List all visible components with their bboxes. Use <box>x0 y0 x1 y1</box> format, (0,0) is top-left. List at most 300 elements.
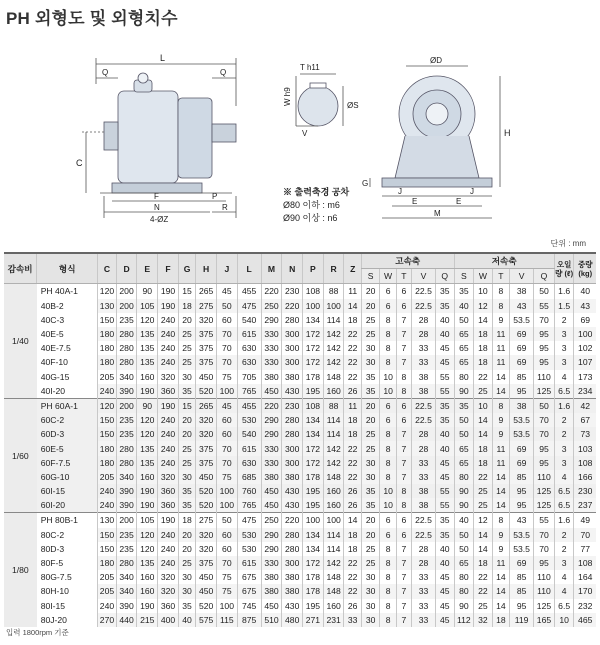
value-cell: 50 <box>454 427 474 441</box>
value-cell: 35 <box>435 528 454 542</box>
value-cell: 30 <box>361 355 380 369</box>
value-cell: 75 <box>216 470 237 484</box>
value-cell: 22.5 <box>412 528 436 542</box>
ratio-cell: 1/60 <box>4 398 37 513</box>
value-cell: 33 <box>412 613 436 627</box>
value-cell: 22 <box>344 341 361 355</box>
value-cell: 450 <box>261 498 282 513</box>
value-cell: 25 <box>474 599 493 613</box>
value-cell: 360 <box>158 484 179 498</box>
value-cell: 8 <box>492 398 509 413</box>
value-cell: 450 <box>196 584 217 598</box>
value-cell: 290 <box>261 427 282 441</box>
value-cell: 90 <box>454 384 474 399</box>
value-cell: 7 <box>396 313 411 327</box>
value-cell: 30 <box>361 584 380 598</box>
value-cell: 53.5 <box>510 313 534 327</box>
value-cell: 390 <box>116 498 137 513</box>
value-cell: 60 <box>216 427 237 441</box>
value-cell: 7 <box>396 355 411 369</box>
value-cell: 40 <box>454 299 474 313</box>
value-cell: 15 <box>178 398 195 413</box>
value-cell: 240 <box>98 484 117 498</box>
label-M: M <box>434 209 441 218</box>
value-cell: 26 <box>344 384 361 399</box>
value-cell: 450 <box>261 384 282 399</box>
value-cell: 280 <box>116 556 137 570</box>
value-cell: 6 <box>380 513 396 528</box>
value-cell: 70 <box>216 355 237 369</box>
model-cell: 80H-10 <box>40 586 69 597</box>
value-cell: 45 <box>435 341 454 355</box>
value-cell: 120 <box>137 528 158 542</box>
value-cell: 320 <box>158 584 179 598</box>
value-cell: 95 <box>534 441 555 455</box>
value-cell: 14 <box>492 584 509 598</box>
value-cell: 11 <box>492 556 509 570</box>
value-cell: 8 <box>380 556 396 570</box>
value-cell: 360 <box>158 384 179 399</box>
table-row <box>4 299 596 313</box>
table-row <box>4 556 596 570</box>
value-cell: 45 <box>435 570 454 584</box>
value-cell: 55 <box>435 370 454 384</box>
value-cell: 290 <box>261 528 282 542</box>
value-cell: 9 <box>492 528 509 542</box>
value-cell: 18 <box>474 556 493 570</box>
value-cell: 110 <box>534 570 555 584</box>
value-cell: 430 <box>282 498 303 513</box>
value-cell: 22 <box>344 355 361 369</box>
value-cell: 271 <box>303 613 324 627</box>
value-cell: 235 <box>116 528 137 542</box>
table-row <box>4 528 596 542</box>
value-cell: 28 <box>412 556 436 570</box>
value-cell: 390 <box>116 599 137 613</box>
value-cell: 380 <box>261 584 282 598</box>
value-cell: 53.5 <box>510 413 534 427</box>
value-cell: 9 <box>492 313 509 327</box>
value-cell: 28 <box>412 441 436 455</box>
header-shaft-col: V <box>412 269 436 284</box>
value-cell: 30 <box>361 470 380 484</box>
value-cell: 14 <box>474 542 493 556</box>
value-cell: 455 <box>237 398 261 413</box>
value-cell: 85 <box>510 570 534 584</box>
model-cell: 80I-15 <box>40 600 66 611</box>
value-cell: 55 <box>534 513 555 528</box>
value-cell: 33 <box>344 613 361 627</box>
label-E-right: E <box>456 197 462 206</box>
value-cell: 280 <box>116 341 137 355</box>
value-cell: 22 <box>344 570 361 584</box>
value-cell: 520 <box>196 599 217 613</box>
header-col: D <box>116 253 137 284</box>
value-cell: 130 <box>98 299 117 313</box>
value-cell: 220 <box>261 398 282 413</box>
value-cell: 12 <box>474 513 493 528</box>
value-cell: 8 <box>396 498 411 513</box>
value-cell: 69 <box>510 327 534 341</box>
value-cell: 170 <box>574 584 596 598</box>
value-cell: 22.5 <box>412 513 436 528</box>
value-cell: 55 <box>534 299 555 313</box>
front-view-drawing <box>370 66 500 218</box>
value-cell: 200 <box>116 299 137 313</box>
label-Q-right: Q <box>220 68 227 77</box>
header-model: 형식 <box>37 253 98 284</box>
value-cell: 765 <box>237 384 261 399</box>
value-cell: 22 <box>474 570 493 584</box>
value-cell: 134 <box>303 427 324 441</box>
value-cell: 4 <box>554 370 574 384</box>
value-cell: 105 <box>137 513 158 528</box>
value-cell: 190 <box>158 513 179 528</box>
value-cell: 65 <box>454 456 474 470</box>
value-cell: 8 <box>380 599 396 613</box>
model-cell: 60D-3 <box>37 427 98 441</box>
model-cell: 40C-3 <box>40 314 65 325</box>
value-cell: 172 <box>303 556 324 570</box>
value-cell: 7 <box>396 542 411 556</box>
value-cell: 40 <box>435 313 454 327</box>
header-col: L <box>237 253 261 284</box>
value-cell: 630 <box>237 456 261 470</box>
tolerance-line: Ø90 이상 : n6 <box>283 213 338 223</box>
value-cell: 22 <box>474 584 493 598</box>
model-cell: 40E-7.5 <box>40 343 71 354</box>
value-cell: 108 <box>574 556 596 570</box>
value-cell: 150 <box>98 542 117 556</box>
value-cell: 33 <box>412 599 436 613</box>
value-cell: 190 <box>137 599 158 613</box>
value-cell: 8 <box>380 613 396 627</box>
value-cell: 675 <box>237 584 261 598</box>
value-cell: 300 <box>282 341 303 355</box>
header-high-speed: 고속축 <box>361 253 454 269</box>
table-row <box>4 570 596 584</box>
value-cell: 45 <box>435 599 454 613</box>
value-cell: 200 <box>116 398 137 413</box>
value-cell: 240 <box>158 556 179 570</box>
value-cell: 10 <box>474 398 493 413</box>
value-cell: 60 <box>216 413 237 427</box>
value-cell: 760 <box>237 484 261 498</box>
table-row <box>4 613 596 627</box>
value-cell: 195 <box>303 498 324 513</box>
value-cell: 35 <box>435 284 454 299</box>
value-cell: 320 <box>158 370 179 384</box>
value-cell: 148 <box>323 570 344 584</box>
value-cell: 9 <box>492 413 509 427</box>
value-cell: 390 <box>116 484 137 498</box>
value-cell: 142 <box>323 341 344 355</box>
value-cell: 300 <box>282 556 303 570</box>
header-weight: 중량 (kg) <box>574 253 596 284</box>
value-cell: 35 <box>361 498 380 513</box>
value-cell: 148 <box>323 584 344 598</box>
value-cell: 178 <box>303 370 324 384</box>
value-cell: 6 <box>380 284 396 299</box>
value-cell: 180 <box>98 456 117 470</box>
value-cell: 450 <box>261 599 282 613</box>
value-cell: 18 <box>474 341 493 355</box>
value-cell: 7 <box>396 341 411 355</box>
value-cell: 20 <box>361 398 380 413</box>
value-cell: 2 <box>554 427 574 441</box>
value-cell: 142 <box>323 355 344 369</box>
value-cell: 18 <box>344 528 361 542</box>
value-cell: 240 <box>98 384 117 399</box>
value-cell: 380 <box>282 370 303 384</box>
value-cell: 320 <box>196 413 217 427</box>
page-title: PH 외형도 및 외형치수 <box>6 9 178 28</box>
value-cell: 330 <box>261 327 282 341</box>
value-cell: 22.5 <box>412 398 436 413</box>
value-cell: 80 <box>454 470 474 484</box>
label-Q-left: Q <box>102 68 109 77</box>
value-cell: 65 <box>454 441 474 455</box>
value-cell: 6.5 <box>554 599 574 613</box>
header-col: E <box>137 253 158 284</box>
value-cell: 4 <box>554 470 574 484</box>
value-cell: 95 <box>534 355 555 369</box>
value-cell: 11 <box>492 355 509 369</box>
value-cell: 14 <box>474 528 493 542</box>
value-cell: 575 <box>196 613 217 627</box>
model-cell: PH 60A-1 <box>37 398 98 413</box>
value-cell: 22 <box>344 456 361 470</box>
value-cell: 8 <box>380 542 396 556</box>
label-H: H <box>504 128 511 138</box>
value-cell: 160 <box>323 599 344 613</box>
value-cell: 85 <box>510 584 534 598</box>
value-cell: 134 <box>303 528 324 542</box>
value-cell: 30 <box>178 470 195 484</box>
value-cell: 240 <box>158 542 179 556</box>
value-cell: 120 <box>98 284 117 299</box>
value-cell: 100 <box>574 327 596 341</box>
value-cell: 12 <box>474 299 493 313</box>
value-cell: 55 <box>435 498 454 513</box>
value-cell: 60 <box>216 313 237 327</box>
value-cell: 65 <box>454 341 474 355</box>
value-cell: 18 <box>474 327 493 341</box>
value-cell: 450 <box>196 370 217 384</box>
value-cell: 280 <box>282 528 303 542</box>
value-cell: 35 <box>178 384 195 399</box>
value-cell: 195 <box>303 484 324 498</box>
table-row <box>4 470 596 484</box>
value-cell: 530 <box>237 542 261 556</box>
value-cell: 108 <box>574 456 596 470</box>
value-cell: 200 <box>116 513 137 528</box>
value-cell: 235 <box>116 427 137 441</box>
value-cell: 20 <box>178 313 195 327</box>
value-cell: 164 <box>574 570 596 584</box>
value-cell: 33 <box>412 470 436 484</box>
header-col: H <box>196 253 217 284</box>
value-cell: 11 <box>492 441 509 455</box>
value-cell: 120 <box>98 398 117 413</box>
value-cell: 200 <box>116 284 137 299</box>
value-cell: 70 <box>216 456 237 470</box>
value-cell: 280 <box>116 355 137 369</box>
value-cell: 125 <box>534 384 555 399</box>
value-cell: 1.6 <box>554 284 574 299</box>
value-cell: 190 <box>137 384 158 399</box>
value-cell: 20 <box>361 413 380 427</box>
value-cell: 7 <box>396 327 411 341</box>
label-Z: 4-ØZ <box>150 215 169 224</box>
value-cell: 765 <box>237 498 261 513</box>
value-cell: 14 <box>492 570 509 584</box>
header-col: M <box>261 253 282 284</box>
value-cell: 280 <box>116 456 137 470</box>
value-cell: 475 <box>237 513 261 528</box>
model-cell: 40B-2 <box>40 300 64 311</box>
value-cell: 4 <box>554 584 574 598</box>
value-cell: 172 <box>303 456 324 470</box>
table-row <box>4 513 596 528</box>
label-V: V <box>302 129 308 138</box>
value-cell: 38 <box>412 370 436 384</box>
value-cell: 3 <box>554 327 574 341</box>
value-cell: 125 <box>534 498 555 513</box>
value-cell: 65 <box>454 327 474 341</box>
value-cell: 8 <box>396 370 411 384</box>
value-cell: 9 <box>492 427 509 441</box>
value-cell: 110 <box>534 584 555 598</box>
value-cell: 280 <box>282 542 303 556</box>
table-row <box>4 370 596 384</box>
value-cell: 172 <box>303 327 324 341</box>
value-cell: 195 <box>303 384 324 399</box>
value-cell: 8 <box>380 470 396 484</box>
value-cell: 45 <box>435 355 454 369</box>
value-cell: 35 <box>454 398 474 413</box>
value-cell: 70 <box>216 327 237 341</box>
value-cell: 22 <box>344 470 361 484</box>
value-cell: 8 <box>492 299 509 313</box>
value-cell: 100 <box>216 484 237 498</box>
header-col: C <box>98 253 117 284</box>
value-cell: 7 <box>396 599 411 613</box>
value-cell: 275 <box>196 299 217 313</box>
table-row <box>4 384 596 399</box>
value-cell: 205 <box>98 370 117 384</box>
value-cell: 50 <box>454 313 474 327</box>
value-cell: 135 <box>137 456 158 470</box>
value-cell: 400 <box>158 613 179 627</box>
value-cell: 6 <box>396 528 411 542</box>
value-cell: 7 <box>396 613 411 627</box>
value-cell: 65 <box>454 355 474 369</box>
tolerance-heading: ※ 출력축경 공차 <box>283 187 350 197</box>
value-cell: 142 <box>323 441 344 455</box>
value-cell: 240 <box>158 427 179 441</box>
value-cell: 25 <box>474 498 493 513</box>
header-shaft-col: Q <box>534 269 555 284</box>
value-cell: 43 <box>574 299 596 313</box>
value-cell: 33 <box>412 456 436 470</box>
value-cell: 55 <box>435 484 454 498</box>
value-cell: 30 <box>361 599 380 613</box>
value-cell: 53.5 <box>510 427 534 441</box>
value-cell: 630 <box>237 341 261 355</box>
value-cell: 160 <box>137 584 158 598</box>
value-cell: 50 <box>454 542 474 556</box>
value-cell: 450 <box>261 484 282 498</box>
value-cell: 340 <box>116 584 137 598</box>
value-cell: 95 <box>534 456 555 470</box>
value-cell: 69 <box>510 456 534 470</box>
value-cell: 6.5 <box>554 484 574 498</box>
value-cell: 18 <box>344 542 361 556</box>
value-cell: 430 <box>282 599 303 613</box>
value-cell: 22.5 <box>412 299 436 313</box>
value-cell: 70 <box>534 413 555 427</box>
value-cell: 375 <box>196 327 217 341</box>
value-cell: 115 <box>216 613 237 627</box>
value-cell: 290 <box>261 542 282 556</box>
value-cell: 430 <box>282 484 303 498</box>
value-cell: 14 <box>474 427 493 441</box>
value-cell: 28 <box>412 427 436 441</box>
ratio-cell: 1/40 <box>4 284 37 399</box>
value-cell: 22 <box>474 370 493 384</box>
value-cell: 10 <box>380 370 396 384</box>
value-cell: 3 <box>554 355 574 369</box>
label-S: ØS <box>347 101 359 110</box>
value-cell: 10 <box>554 613 574 627</box>
model-cell: 80J-20 <box>40 614 67 625</box>
value-cell: 4 <box>554 570 574 584</box>
value-cell: 630 <box>237 355 261 369</box>
value-cell: 18 <box>344 413 361 427</box>
value-cell: 330 <box>261 341 282 355</box>
value-cell: 100 <box>216 599 237 613</box>
value-cell: 14 <box>492 484 509 498</box>
model-cell: 60I-15 <box>37 484 98 498</box>
label-J-left: J <box>398 187 402 196</box>
value-cell: 280 <box>282 427 303 441</box>
value-cell: 35 <box>361 370 380 384</box>
value-cell: 50 <box>534 284 555 299</box>
value-cell: 18 <box>344 313 361 327</box>
value-cell: 42 <box>574 398 596 413</box>
value-cell: 280 <box>282 313 303 327</box>
value-cell: 320 <box>158 570 179 584</box>
value-cell: 22 <box>474 470 493 484</box>
value-cell: 70 <box>534 313 555 327</box>
value-cell: 22 <box>344 556 361 570</box>
value-cell: 10 <box>380 498 396 513</box>
value-cell: 25 <box>361 542 380 556</box>
table-row <box>4 341 596 355</box>
value-cell: 114 <box>323 528 344 542</box>
value-cell: 95 <box>510 498 534 513</box>
table-row <box>4 327 596 341</box>
value-cell: 14 <box>492 498 509 513</box>
value-cell: 190 <box>158 398 179 413</box>
value-cell: 178 <box>303 584 324 598</box>
value-cell: 120 <box>137 313 158 327</box>
value-cell: 7 <box>396 456 411 470</box>
table-row <box>4 427 596 441</box>
header-shaft-col: S <box>361 269 380 284</box>
tolerance-note <box>283 186 349 225</box>
